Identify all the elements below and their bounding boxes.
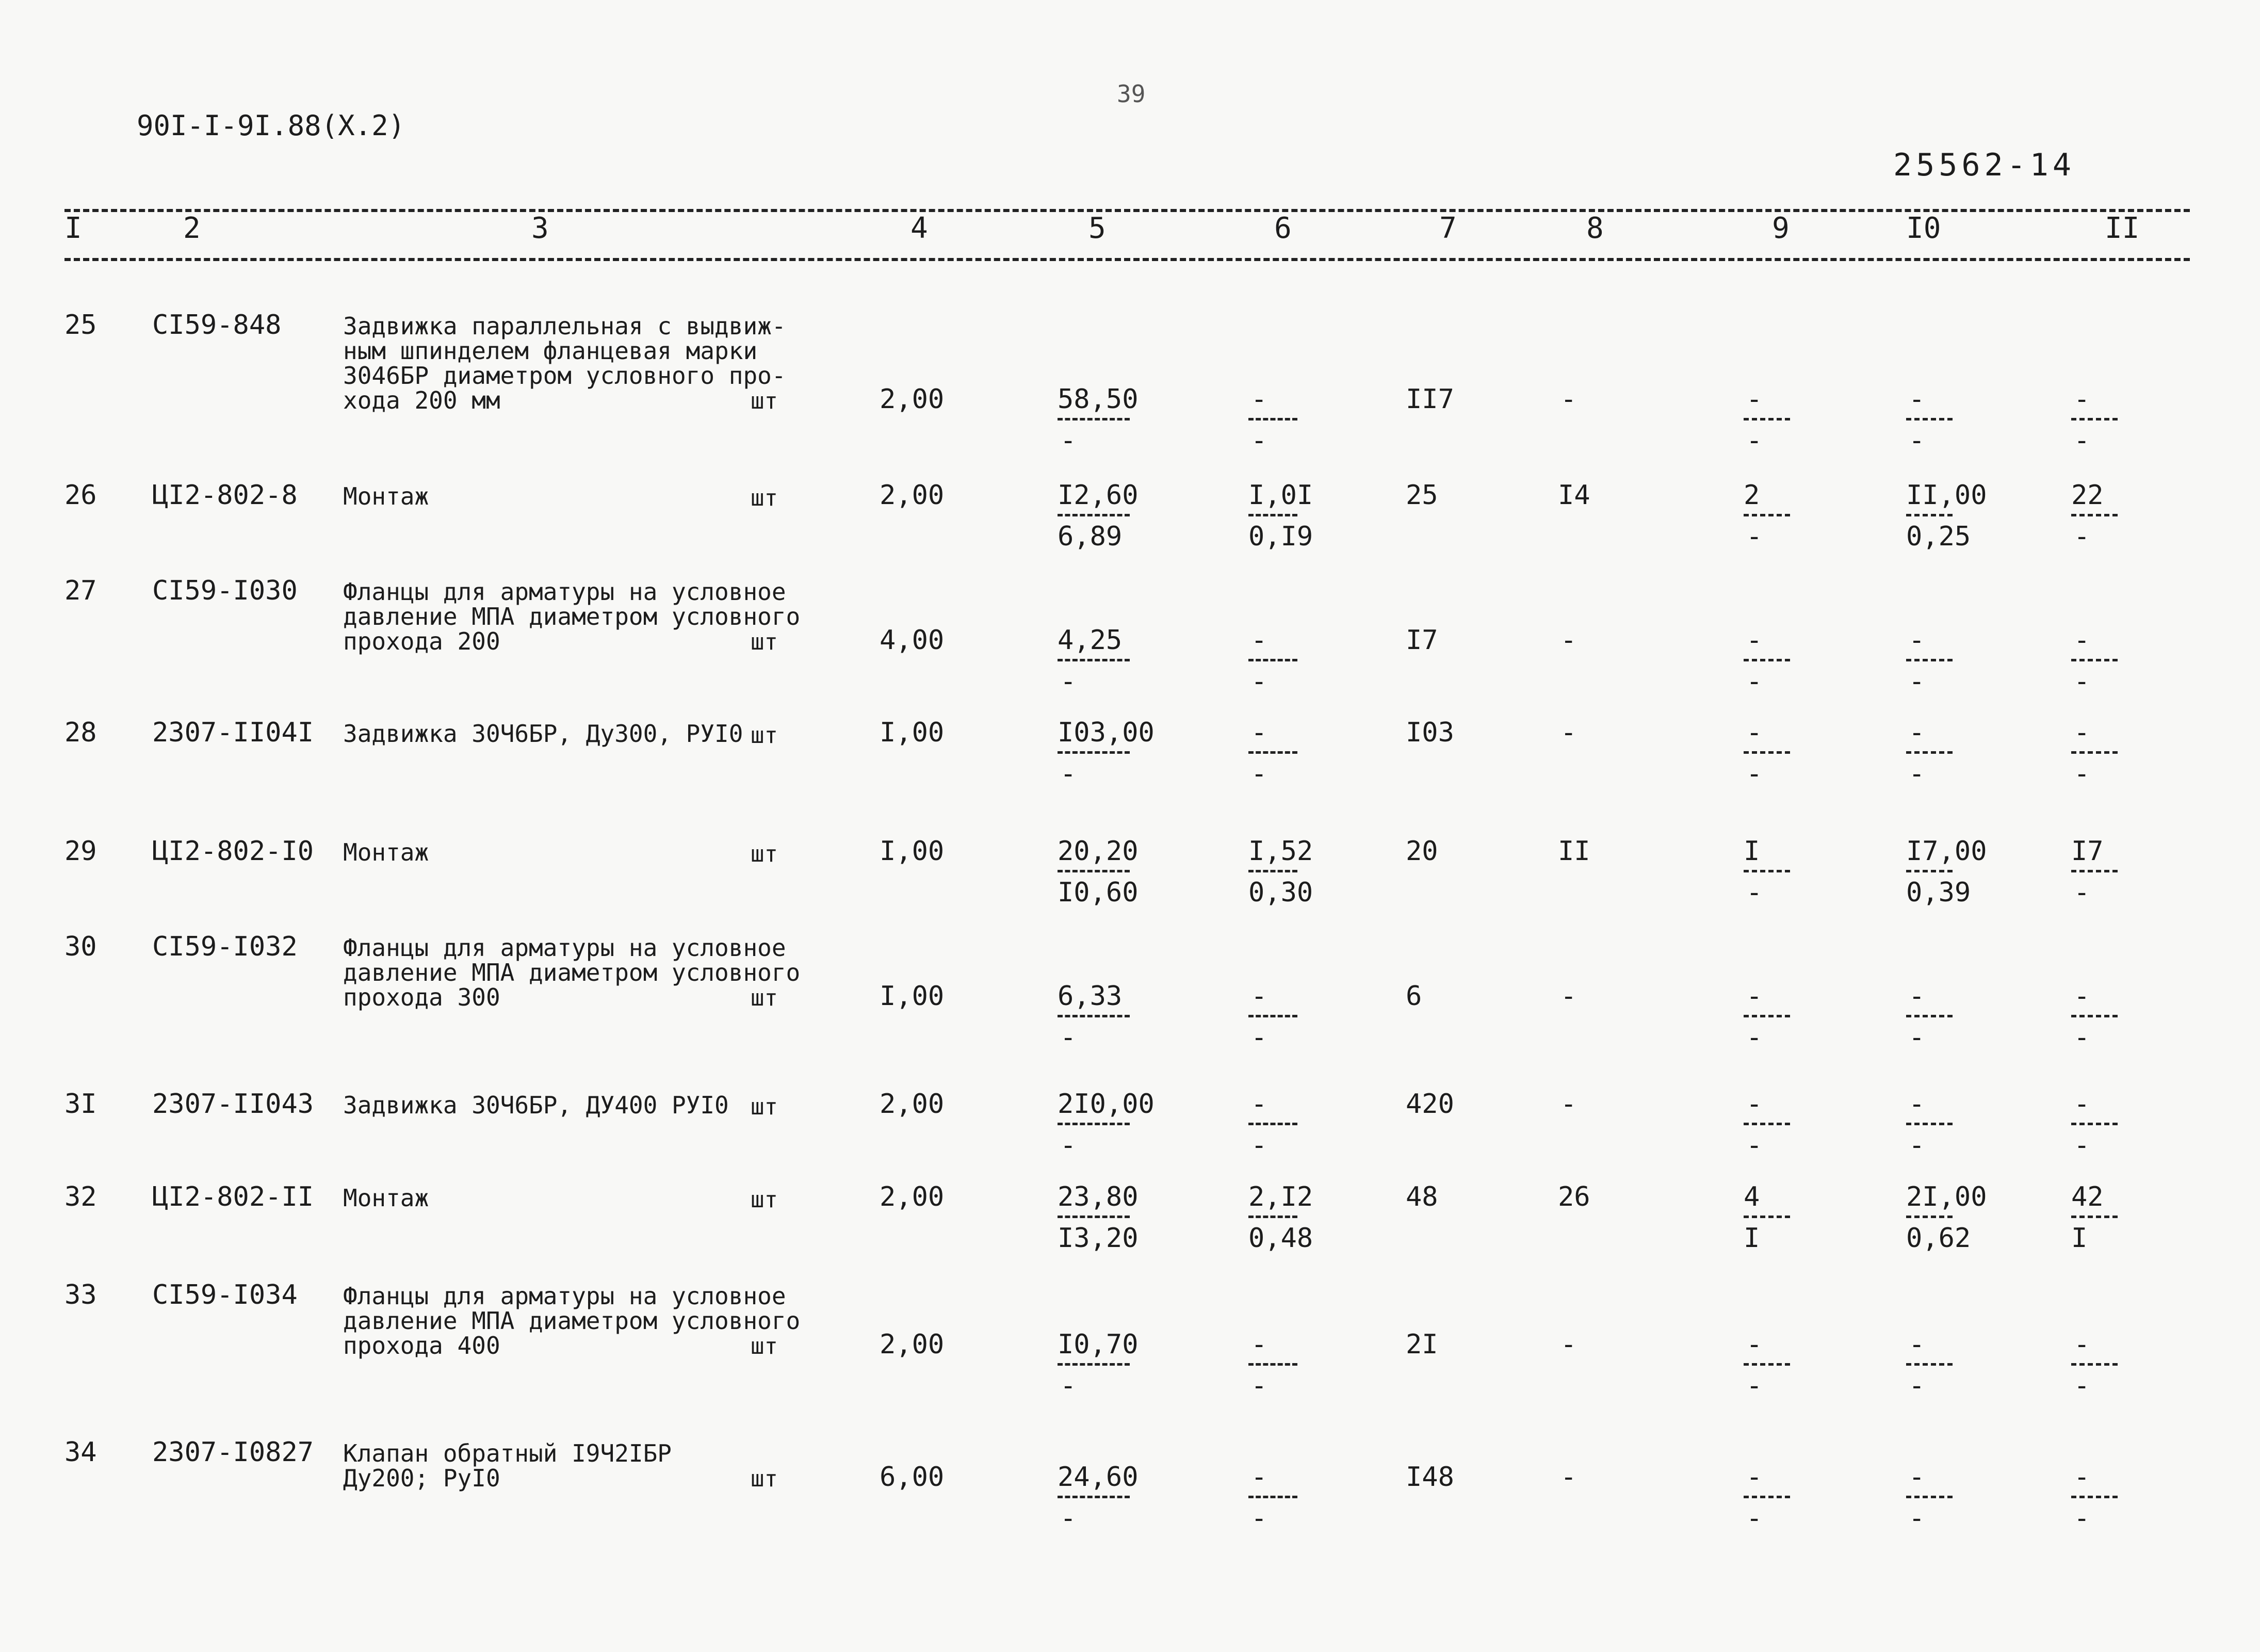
cell-c6: I,52 <box>1248 836 1313 867</box>
fraction-rule <box>1248 1496 1297 1498</box>
item-code: 2307-I0827 <box>152 1437 314 1468</box>
fraction-rule <box>1058 418 1130 420</box>
cell-c8: - <box>1560 1462 1577 1493</box>
fraction-rule <box>2071 1216 2118 1218</box>
fraction-rule <box>1058 751 1130 754</box>
cell-c11-denominator: - <box>2074 1370 2090 1401</box>
cell-c5: 58,50 <box>1058 384 1139 415</box>
fraction-rule <box>1906 751 1953 754</box>
cell-c10: 2I,00 <box>1906 1181 1987 1212</box>
cell-c8: II <box>1558 836 1590 867</box>
cell-c11-denominator: - <box>2074 1503 2090 1534</box>
row-number: 30 <box>64 931 97 962</box>
fraction-rule <box>1906 1496 1953 1498</box>
item-code: ЦI2-802-I0 <box>152 836 314 867</box>
item-name: Задвижка 30Ч6БР, ДУ400 РУI0 <box>343 1091 729 1119</box>
cell-c10-denominator: 0,25 <box>1906 521 1971 552</box>
column-number: I <box>64 212 82 245</box>
fraction-rule <box>1248 1216 1297 1218</box>
row-number: 28 <box>64 717 97 748</box>
cell-c11-denominator: - <box>2074 1022 2090 1053</box>
cell-c10: - <box>1909 717 1925 748</box>
cell-c10-denominator: - <box>1909 666 1925 697</box>
cell-c11: - <box>2074 1462 2090 1493</box>
fraction-rule <box>1248 751 1297 754</box>
fraction-rule <box>1744 1216 1790 1218</box>
fraction-rule <box>1744 1123 1790 1125</box>
item-code: CI59-I034 <box>152 1280 298 1310</box>
column-number: 4 <box>910 212 928 245</box>
cell-c5-denominator: - <box>1060 666 1077 697</box>
fraction-rule <box>2071 1015 2118 1017</box>
cell-c6: - <box>1251 625 1267 656</box>
cell-c10-denominator: 0,62 <box>1906 1223 1971 1254</box>
cell-c8: 26 <box>1558 1181 1590 1212</box>
fraction-rule <box>1058 1363 1130 1366</box>
cell-c6: - <box>1251 1089 1267 1120</box>
cell-c9-denominator: - <box>1746 1370 1763 1401</box>
item-name: Фланцы для арматуры на условное давление МПА диаметром условного прохода 400 <box>343 1282 801 1359</box>
cell-c5-denominator: I3,20 <box>1058 1223 1139 1254</box>
cell-c9-denominator: - <box>1746 1130 1763 1161</box>
cell-c9-denominator: - <box>1746 1503 1763 1534</box>
cell-c9: - <box>1746 1329 1763 1360</box>
cell-c5: 20,20 <box>1058 836 1139 867</box>
item-code: ЦI2-802-8 <box>152 480 298 511</box>
quantity: 2,00 <box>880 480 945 511</box>
fraction-rule <box>2071 514 2118 516</box>
fraction-rule <box>2071 418 2118 420</box>
quantity: 2,00 <box>880 384 945 415</box>
cell-c5-denominator: - <box>1060 1503 1077 1534</box>
fraction-rule <box>1058 1496 1130 1498</box>
cell-c7: 420 <box>1406 1089 1454 1120</box>
column-number: 9 <box>1772 212 1790 245</box>
cell-c9: - <box>1746 1089 1763 1120</box>
item-name: Фланцы для арматуры на условное давление МПА диаметром условного прохода 200 <box>343 578 801 655</box>
cell-c6: - <box>1251 384 1267 415</box>
cell-c6-denominator: - <box>1251 1130 1267 1161</box>
header-bottom-rule <box>64 258 2190 261</box>
header-top-rule <box>64 209 2190 212</box>
quantity: I,00 <box>880 836 945 867</box>
cell-c5-denominator: - <box>1060 1130 1077 1161</box>
cell-c9-denominator: I <box>1744 1223 1760 1254</box>
cell-c8: - <box>1560 1089 1577 1120</box>
item-name: Монтаж <box>343 1184 429 1212</box>
cell-c6: I,0I <box>1248 480 1313 511</box>
unit-of-measure: шт <box>751 1094 778 1120</box>
unit-of-measure: шт <box>751 1466 778 1492</box>
fraction-rule <box>1058 870 1130 872</box>
fraction-rule <box>1058 1123 1130 1125</box>
fraction-rule <box>1906 1123 1953 1125</box>
item-name: Фланцы для арматуры на условное давление МПА диаметром условного прохода 300 <box>343 934 801 1011</box>
row-number: 27 <box>64 575 97 606</box>
cell-c11-denominator: I <box>2071 1223 2088 1254</box>
column-number: 7 <box>1439 212 1457 245</box>
cell-c5: I03,00 <box>1058 717 1155 748</box>
cell-c9-denominator: - <box>1746 758 1763 789</box>
fraction-rule <box>1744 418 1790 420</box>
cell-c6: 2,I2 <box>1248 1181 1313 1212</box>
cell-c11-denominator: - <box>2074 521 2090 552</box>
fraction-rule <box>1906 870 1953 872</box>
item-code: 2307-II043 <box>152 1089 314 1120</box>
quantity: I,00 <box>880 717 945 748</box>
quantity: 6,00 <box>880 1462 945 1493</box>
item-name: Клапан обратный I9Ч2IБР Ду200; РуI0 <box>343 1439 672 1492</box>
fraction-rule <box>2071 1363 2118 1366</box>
fraction-rule <box>1906 1015 1953 1017</box>
row-number: 34 <box>64 1437 97 1468</box>
column-number: 8 <box>1586 212 1604 245</box>
cell-c5: 6,33 <box>1058 981 1123 1012</box>
fraction-rule <box>1058 1015 1130 1017</box>
column-number: 2 <box>183 212 201 245</box>
cell-c9-denominator: - <box>1746 877 1763 908</box>
cell-c10: - <box>1909 625 1925 656</box>
cell-c8: - <box>1560 1329 1577 1360</box>
cell-c5-denominator: - <box>1060 1022 1077 1053</box>
unit-of-measure: шт <box>751 1333 778 1359</box>
row-number: 32 <box>64 1181 97 1212</box>
fraction-rule <box>1906 1216 1953 1218</box>
fraction-rule <box>1906 1363 1953 1366</box>
cell-c6-denominator: - <box>1251 758 1267 789</box>
cell-c6: - <box>1251 1329 1267 1360</box>
cell-c11-denominator: - <box>2074 1130 2090 1161</box>
cell-c9-denominator: - <box>1746 521 1763 552</box>
cell-c7: 6 <box>1406 981 1422 1012</box>
cell-c9: 4 <box>1744 1181 1760 1212</box>
fraction-rule <box>2071 659 2118 661</box>
cell-c7: I7 <box>1406 625 1438 656</box>
item-code: 2307-II04I <box>152 717 314 748</box>
fraction-rule <box>1744 751 1790 754</box>
item-name: Задвижка 30Ч6БР, Ду300, РУI0 <box>343 720 743 748</box>
cell-c6-denominator: 0,I9 <box>1248 521 1313 552</box>
cell-c5-denominator: - <box>1060 425 1077 456</box>
cell-c9: 2 <box>1744 480 1760 511</box>
cell-c11-denominator: - <box>2074 877 2090 908</box>
fraction-rule <box>1248 1123 1297 1125</box>
fraction-rule <box>1248 514 1297 516</box>
quantity: 4,00 <box>880 625 945 656</box>
column-number: II <box>2105 212 2140 245</box>
fraction-rule <box>1744 1363 1790 1366</box>
cell-c11: - <box>2074 717 2090 748</box>
item-code: ЦI2-802-II <box>152 1181 314 1212</box>
unit-of-measure: шт <box>751 629 778 655</box>
fraction-rule <box>1906 659 1953 661</box>
cell-c10: - <box>1909 1329 1925 1360</box>
cell-c8: - <box>1560 981 1577 1012</box>
cell-c9-denominator: - <box>1746 666 1763 697</box>
item-code: CI59-I030 <box>152 575 298 606</box>
cell-c6: - <box>1251 981 1267 1012</box>
cell-c11: - <box>2074 1329 2090 1360</box>
item-name: Монтаж <box>343 482 429 510</box>
cell-c6-denominator: - <box>1251 425 1267 456</box>
cell-c9: - <box>1746 717 1763 748</box>
cell-c5: 24,60 <box>1058 1462 1139 1493</box>
cell-c11: - <box>2074 384 2090 415</box>
cell-c7: I48 <box>1406 1462 1454 1493</box>
cell-c11: I7 <box>2071 836 2104 867</box>
cell-c7: 20 <box>1406 836 1438 867</box>
cell-c5-denominator: - <box>1060 1370 1077 1401</box>
cell-c9: - <box>1746 1462 1763 1493</box>
cell-c11: - <box>2074 625 2090 656</box>
cell-c10-denominator: - <box>1909 1130 1925 1161</box>
cell-c9-denominator: - <box>1746 1022 1763 1053</box>
cell-c10: - <box>1909 1462 1925 1493</box>
sheet-code: 25562-14 <box>1893 147 2075 183</box>
cell-c5-denominator: I0,60 <box>1058 877 1139 908</box>
item-code: CI59-I032 <box>152 931 298 962</box>
cell-c7: 2I <box>1406 1329 1438 1360</box>
cell-c6-denominator: - <box>1251 1022 1267 1053</box>
cell-c8: - <box>1560 717 1577 748</box>
fraction-rule <box>1248 659 1297 661</box>
cell-c5-denominator: - <box>1060 758 1077 789</box>
quantity: I,00 <box>880 981 945 1012</box>
cell-c6: - <box>1251 1462 1267 1493</box>
fraction-rule <box>2071 751 2118 754</box>
fraction-rule <box>2071 1123 2118 1125</box>
fraction-rule <box>1906 514 1953 516</box>
cell-c11-denominator: - <box>2074 758 2090 789</box>
cell-c6-denominator: - <box>1251 1503 1267 1534</box>
cell-c7: 48 <box>1406 1181 1438 1212</box>
cell-c5: 23,80 <box>1058 1181 1139 1212</box>
cell-c8: - <box>1560 625 1577 656</box>
fraction-rule <box>1906 418 1953 420</box>
row-number: 26 <box>64 480 97 511</box>
cell-c8: I4 <box>1558 480 1590 511</box>
cell-c10-denominator: 0,39 <box>1906 877 1971 908</box>
cell-c11-denominator: - <box>2074 666 2090 697</box>
cell-c11: - <box>2074 981 2090 1012</box>
fraction-rule <box>2071 1496 2118 1498</box>
fraction-rule <box>1058 514 1130 516</box>
unit-of-measure: шт <box>751 841 778 867</box>
page-number: 39 <box>1117 80 1146 108</box>
column-number: 6 <box>1274 212 1292 245</box>
quantity: 2,00 <box>880 1329 945 1360</box>
cell-c9-denominator: - <box>1746 425 1763 456</box>
cell-c7: 25 <box>1406 480 1438 511</box>
fraction-rule <box>1058 659 1130 661</box>
quantity: 2,00 <box>880 1181 945 1212</box>
cell-c10: - <box>1909 384 1925 415</box>
cell-c10: I7,00 <box>1906 836 1987 867</box>
column-number: 5 <box>1088 212 1106 245</box>
cell-c10: - <box>1909 981 1925 1012</box>
unit-of-measure: шт <box>751 485 778 511</box>
cell-c6: - <box>1251 717 1267 748</box>
item-code: CI59-848 <box>152 310 282 341</box>
unit-of-measure: шт <box>751 985 778 1011</box>
quantity: 2,00 <box>880 1089 945 1120</box>
item-name: Задвижка параллельная с выдвиж- ным шпинделем фланцевая марки 3046БР диаметром условного про- хода 200 мм <box>343 312 786 414</box>
fraction-rule <box>1744 659 1790 661</box>
item-name: Монтаж <box>343 838 429 866</box>
column-number: I0 <box>1906 212 1941 245</box>
cell-c7: I03 <box>1406 717 1454 748</box>
fraction-rule <box>1744 870 1790 872</box>
cell-c11-denominator: - <box>2074 425 2090 456</box>
cell-c11: - <box>2074 1089 2090 1120</box>
fraction-rule <box>1058 1216 1130 1218</box>
cell-c5-denominator: 6,89 <box>1058 521 1123 552</box>
fraction-rule <box>1744 514 1790 516</box>
cell-c10-denominator: - <box>1909 1503 1925 1534</box>
cell-c6-denominator: 0,30 <box>1248 877 1313 908</box>
cell-c11: 22 <box>2071 480 2104 511</box>
cell-c5: I2,60 <box>1058 480 1139 511</box>
row-number: 29 <box>64 836 97 867</box>
cell-c7: II7 <box>1406 384 1454 415</box>
row-number: 25 <box>64 310 97 341</box>
cell-c9: - <box>1746 981 1763 1012</box>
row-number: 3I <box>64 1089 97 1120</box>
cell-c9: - <box>1746 625 1763 656</box>
unit-of-measure: шт <box>751 1187 778 1213</box>
document-code: 90I-I-9I.88(X.2) <box>137 109 405 142</box>
unit-of-measure: шт <box>751 388 778 414</box>
cell-c10-denominator: - <box>1909 1370 1925 1401</box>
fraction-rule <box>1248 1363 1297 1366</box>
row-number: 33 <box>64 1280 97 1310</box>
fraction-rule <box>1744 1015 1790 1017</box>
cell-c11: 42 <box>2071 1181 2104 1212</box>
cell-c5: 2I0,00 <box>1058 1089 1155 1120</box>
cell-c5: I0,70 <box>1058 1329 1139 1360</box>
cell-c10-denominator: - <box>1909 1022 1925 1053</box>
cell-c8: - <box>1560 384 1577 415</box>
cell-c10-denominator: - <box>1909 425 1925 456</box>
fraction-rule <box>1248 870 1297 872</box>
cell-c10-denominator: - <box>1909 758 1925 789</box>
cell-c6-denominator: 0,48 <box>1248 1223 1313 1254</box>
cell-c9: I <box>1744 836 1760 867</box>
cell-c5: 4,25 <box>1058 625 1123 656</box>
cell-c10: - <box>1909 1089 1925 1120</box>
cell-c10: II,00 <box>1906 480 1987 511</box>
fraction-rule <box>2071 870 2118 872</box>
fraction-rule <box>1248 418 1297 420</box>
cell-c9: - <box>1746 384 1763 415</box>
fraction-rule <box>1248 1015 1297 1017</box>
column-number: 3 <box>531 212 549 245</box>
fraction-rule <box>1744 1496 1790 1498</box>
unit-of-measure: шт <box>751 722 778 749</box>
cell-c6-denominator: - <box>1251 1370 1267 1401</box>
cell-c6-denominator: - <box>1251 666 1267 697</box>
